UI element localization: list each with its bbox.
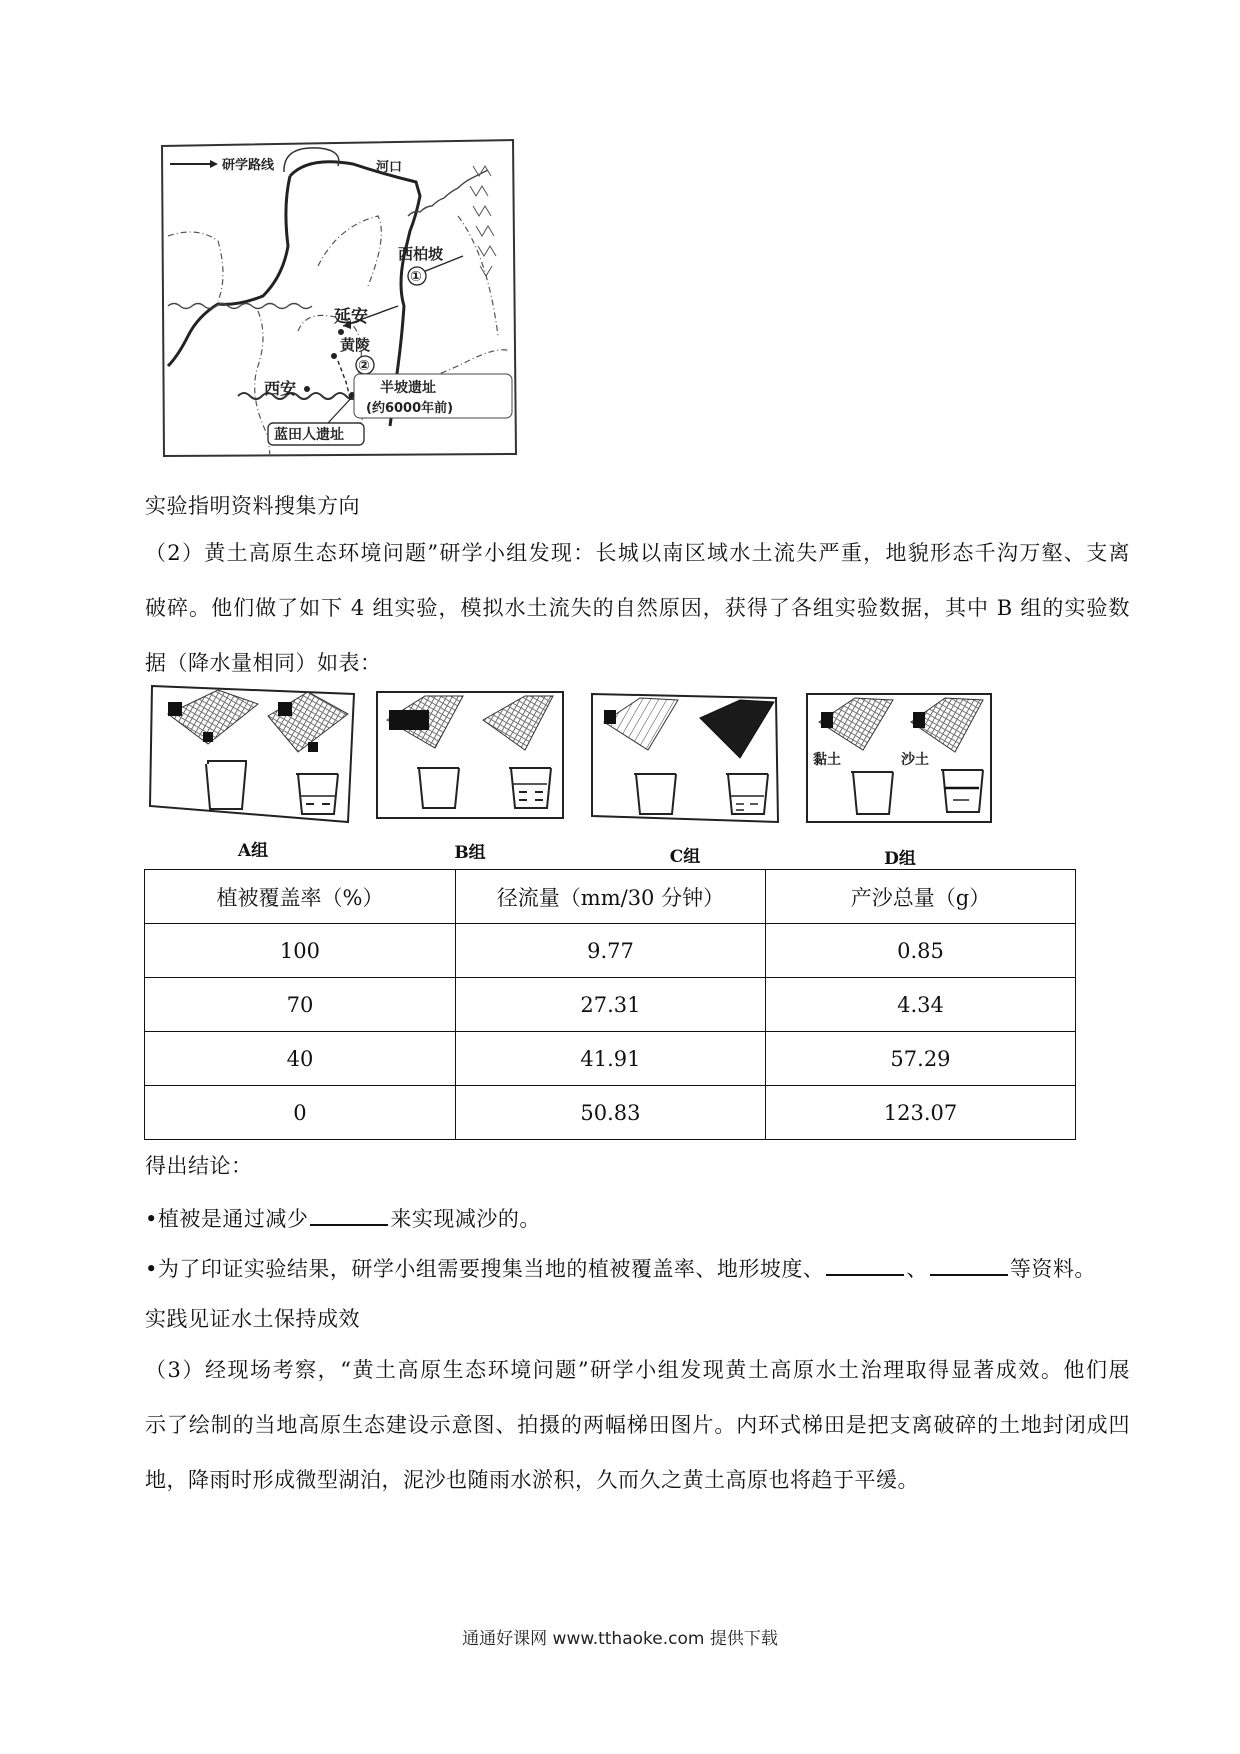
section2-heading: 实验指明资料搜集方向 xyxy=(145,494,360,518)
cell-runoff: 41.91 xyxy=(455,1032,765,1086)
table-header-row xyxy=(145,870,1076,924)
cell-vegetation-cover: 40 xyxy=(145,1032,456,1086)
cell-sediment: 57.29 xyxy=(765,1032,1075,1086)
cell-runoff: 27.31 xyxy=(455,978,765,1032)
bullet-1-after: 来实现减沙的。 xyxy=(390,1207,541,1231)
bullet-2-after: 等资料。 xyxy=(1009,1257,1096,1281)
section3-para-line-1: （3）经现场考察，“黄土高原生态环境问题”研学小组发现黄土高原水土治理取得显著成效。他们展 xyxy=(145,1358,1130,1382)
label-banpo: 半坡遗址 xyxy=(380,380,436,396)
caption-group-d: D组 xyxy=(884,849,916,869)
route-marker-2: ② xyxy=(358,358,370,374)
label-sandy-soil: 沙土 xyxy=(901,752,929,768)
xian-point xyxy=(304,386,310,392)
cell-vegetation-cover: 70 xyxy=(145,978,456,1032)
cell-sediment: 0.85 xyxy=(765,924,1075,978)
label-xian: 西安 xyxy=(264,379,297,398)
cell-vegetation-cover: 100 xyxy=(145,924,456,978)
label-clay-soil: 黏土 xyxy=(813,752,841,768)
cell-runoff: 9.77 xyxy=(455,924,765,978)
section2-para-line-1: （2）黄土高原生态环境问题”研学小组发现：长城以南区域水土流失严重，地貌形态千沟万壑、支离 xyxy=(145,541,1130,565)
conclusion-bullet-1 xyxy=(145,1202,541,1234)
bullet-2-before: •为了印证实验结果，研学小组需要搜集当地的植被覆盖率、地形坡度、 xyxy=(145,1257,825,1281)
study-route-map xyxy=(158,136,518,458)
header-runoff: 径流量（mm/30 分钟） xyxy=(455,870,765,924)
experiment-panel-c xyxy=(590,692,780,867)
footer-source: 通通好课网 www.tthaoke.com 提供下载 xyxy=(462,1629,778,1649)
answer-blank-2[interactable] xyxy=(826,1252,904,1276)
experiment-panel-a xyxy=(148,684,358,861)
answer-blank-1[interactable] xyxy=(310,1202,388,1226)
answer-blank-3[interactable] xyxy=(930,1252,1008,1276)
yanan-point xyxy=(338,329,344,335)
bullet-1-before: •植被是通过减少 xyxy=(145,1207,309,1231)
conclusion-heading: 得出结论： xyxy=(145,1154,253,1178)
section3-heading: 实践见证水土保持成效 xyxy=(145,1307,360,1331)
experiment-data-table xyxy=(144,869,1076,1140)
cell-sediment: 4.34 xyxy=(765,978,1075,1032)
table-row xyxy=(145,924,1076,978)
label-huangling: 黄陵 xyxy=(340,336,371,354)
header-vegetation-cover: 植被覆盖率（%） xyxy=(145,870,456,924)
bullet-2-sep: 、 xyxy=(906,1257,928,1281)
label-xibaipo: 西柏坡 xyxy=(398,245,444,263)
experiment-panel-d xyxy=(805,692,995,869)
label-hekou: 河口 xyxy=(376,160,403,175)
cell-sediment: 123.07 xyxy=(765,1086,1075,1140)
section3-para-line-2: 示了绘制的当地高原生态建设示意图、拍摄的两幅梯田图片。内环式梯田是把支离破碎的土地封闭成凹 xyxy=(145,1413,1130,1437)
experiment-figures xyxy=(140,680,1020,869)
conclusion-bullet-2 xyxy=(145,1252,1096,1284)
caption-group-c: C组 xyxy=(669,847,701,867)
cell-runoff: 50.83 xyxy=(455,1086,765,1140)
huangling-point xyxy=(331,353,337,359)
label-lantian: 蓝田人遗址 xyxy=(274,427,344,443)
table-row xyxy=(145,1086,1076,1140)
route-marker-1: ① xyxy=(410,269,422,285)
section3-para-line-3: 地，降雨时形成微型湖泊，泥沙也随雨水淤积，久而久之黄土高原也将趋于平缓。 xyxy=(145,1468,919,1492)
table-row xyxy=(145,1032,1076,1086)
label-yanan: 延安 xyxy=(334,307,368,327)
experiment-panel-b xyxy=(375,690,565,863)
section2-para-line-2: 破碎。他们做了如下 4 组实验，模拟水土流失的自然原因，获得了各组实验数据，其中 B 组的实验数 xyxy=(145,596,1130,620)
label-banpo-date: (约6000年前) xyxy=(366,401,454,416)
table-row xyxy=(145,978,1076,1032)
caption-group-a: A组 xyxy=(237,841,269,861)
cell-vegetation-cover: 0 xyxy=(145,1086,456,1140)
section2-para-line-3: 据（降水量相同）如表： xyxy=(145,651,382,675)
caption-group-b: B组 xyxy=(454,843,486,863)
map-legend-route: 研学路线 xyxy=(222,158,275,173)
header-sediment: 产沙总量（g） xyxy=(765,870,1075,924)
